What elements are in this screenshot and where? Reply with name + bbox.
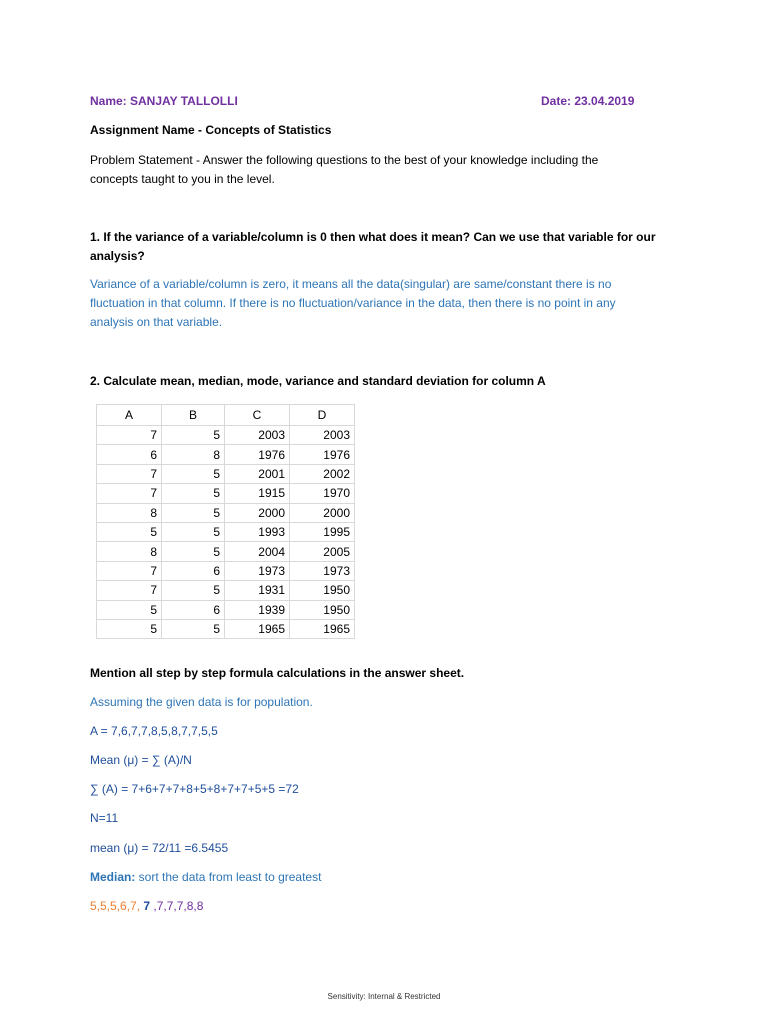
table-cell: 1993 — [225, 522, 290, 541]
data-table — [96, 404, 355, 639]
table-row — [97, 464, 355, 483]
table-cell: 7 — [97, 561, 162, 580]
mean-label: mean (μ) — [90, 841, 139, 855]
table-cell: 2004 — [225, 542, 290, 561]
n-value: N=11 — [90, 811, 119, 825]
table-cell: 5 — [162, 581, 225, 600]
table-cell: 5 — [97, 619, 162, 638]
sensitivity-footer: Sensitivity: Internal & Restricted — [327, 992, 441, 1001]
table-cell: 8 — [162, 445, 225, 464]
a-values: A = 7,6,7,7,8,5,8,7,7,5,5 — [90, 724, 218, 738]
mean-value: = 72/11 =6.5455 — [138, 841, 229, 855]
sorted-high: ,7,7,7,8,8 — [153, 899, 204, 913]
table-cell: 2005 — [290, 542, 355, 561]
table-cell: 1973 — [225, 561, 290, 580]
table-row — [97, 600, 355, 619]
mean-result — [90, 839, 228, 858]
table-cell: 7 — [97, 581, 162, 600]
table-cell: 1950 — [290, 581, 355, 600]
answer-1-line-2: fluctuation in that column. If there is no fluctuation/variance in the data, then there is no point in any — [90, 296, 616, 310]
table-cell: 8 — [97, 503, 162, 522]
table-cell: 5 — [162, 503, 225, 522]
table-body — [97, 426, 355, 639]
assumption: Assuming the given data is for population. — [90, 695, 313, 709]
table-cell: 7 — [97, 484, 162, 503]
table-cell: 1965 — [290, 619, 355, 638]
data-table-container — [96, 404, 355, 639]
median-label: Median: — [90, 870, 136, 884]
table-cell: 5 — [162, 542, 225, 561]
sorted-low: 5,5,5,6,7, — [90, 899, 141, 913]
table-cell: 1995 — [290, 522, 355, 541]
table-cell: 1976 — [225, 445, 290, 464]
table-cell: 5 — [162, 619, 225, 638]
table-cell: 1965 — [225, 619, 290, 638]
table-row — [97, 561, 355, 580]
problem-statement-line-1: Problem Statement - Answer the following questions to the best of your knowledge including the — [90, 153, 599, 167]
table-cell: 7 — [97, 426, 162, 445]
column-header-a: A — [97, 405, 162, 426]
table-cell: 2002 — [290, 464, 355, 483]
table-cell: 2000 — [290, 503, 355, 522]
table-cell: 2003 — [225, 426, 290, 445]
column-header-c: C — [225, 405, 290, 426]
table-cell: 2000 — [225, 503, 290, 522]
table-cell: 6 — [97, 445, 162, 464]
table-cell: 1931 — [225, 581, 290, 600]
table-cell: 5 — [162, 464, 225, 483]
table-cell: 1939 — [225, 600, 290, 619]
assignment-date: Date: 23.04.2019 — [541, 94, 635, 108]
table-row — [97, 581, 355, 600]
table-cell: 5 — [97, 600, 162, 619]
problem-statement-line-2: concepts taught to you in the level. — [90, 172, 275, 186]
assignment-name: Assignment Name - Concepts of Statistics — [90, 123, 332, 137]
table-cell: 5 — [97, 522, 162, 541]
column-header-b: B — [162, 405, 225, 426]
table-cell: 1950 — [290, 600, 355, 619]
table-cell: 2003 — [290, 426, 355, 445]
table-cell: 5 — [162, 426, 225, 445]
question-1-line-1: 1. If the variance of a variable/column is 0 then what does it mean? Can we use that variable for our — [90, 230, 656, 244]
table-cell: 1915 — [225, 484, 290, 503]
mean-formula: Mean (μ) = ∑ (A)/N — [90, 753, 192, 767]
answer-1-line-3: analysis on that variable. — [90, 315, 223, 329]
median-line — [90, 868, 321, 887]
table-cell: 8 — [97, 542, 162, 561]
sum-calculation: ∑ (A) = 7+6+7+7+8+5+8+7+7+5+5 =72 — [90, 782, 299, 796]
answer-1-line-1: Variance of a variable/column is zero, it means all the data(singular) are same/constant there is no — [90, 277, 612, 291]
table-cell: 1973 — [290, 561, 355, 580]
table-cell: 2001 — [225, 464, 290, 483]
student-name: Name: SANJAY TALLOLLI — [90, 94, 238, 108]
table-row — [97, 619, 355, 638]
table-row — [97, 426, 355, 445]
table-cell: 6 — [162, 600, 225, 619]
table-cell: 7 — [97, 464, 162, 483]
column-header-d: D — [290, 405, 355, 426]
table-row — [97, 542, 355, 561]
table-cell: 1976 — [290, 445, 355, 464]
table-row — [97, 484, 355, 503]
median-text: sort the data from least to greatest — [135, 870, 322, 884]
table-row — [97, 503, 355, 522]
table-cell: 1970 — [290, 484, 355, 503]
table-row — [97, 522, 355, 541]
table-cell: 5 — [162, 522, 225, 541]
question-1-line-2: analysis? — [90, 249, 145, 263]
sorted-mid: 7 — [140, 899, 154, 913]
table-row — [97, 445, 355, 464]
table-cell: 5 — [162, 484, 225, 503]
table-header-row — [97, 405, 355, 426]
instruction: Mention all step by step formula calculations in the answer sheet. — [90, 666, 465, 680]
sorted-data — [90, 897, 203, 916]
question-2: 2. Calculate mean, median, mode, variance and standard deviation for column A — [90, 374, 546, 388]
table-cell: 6 — [162, 561, 225, 580]
